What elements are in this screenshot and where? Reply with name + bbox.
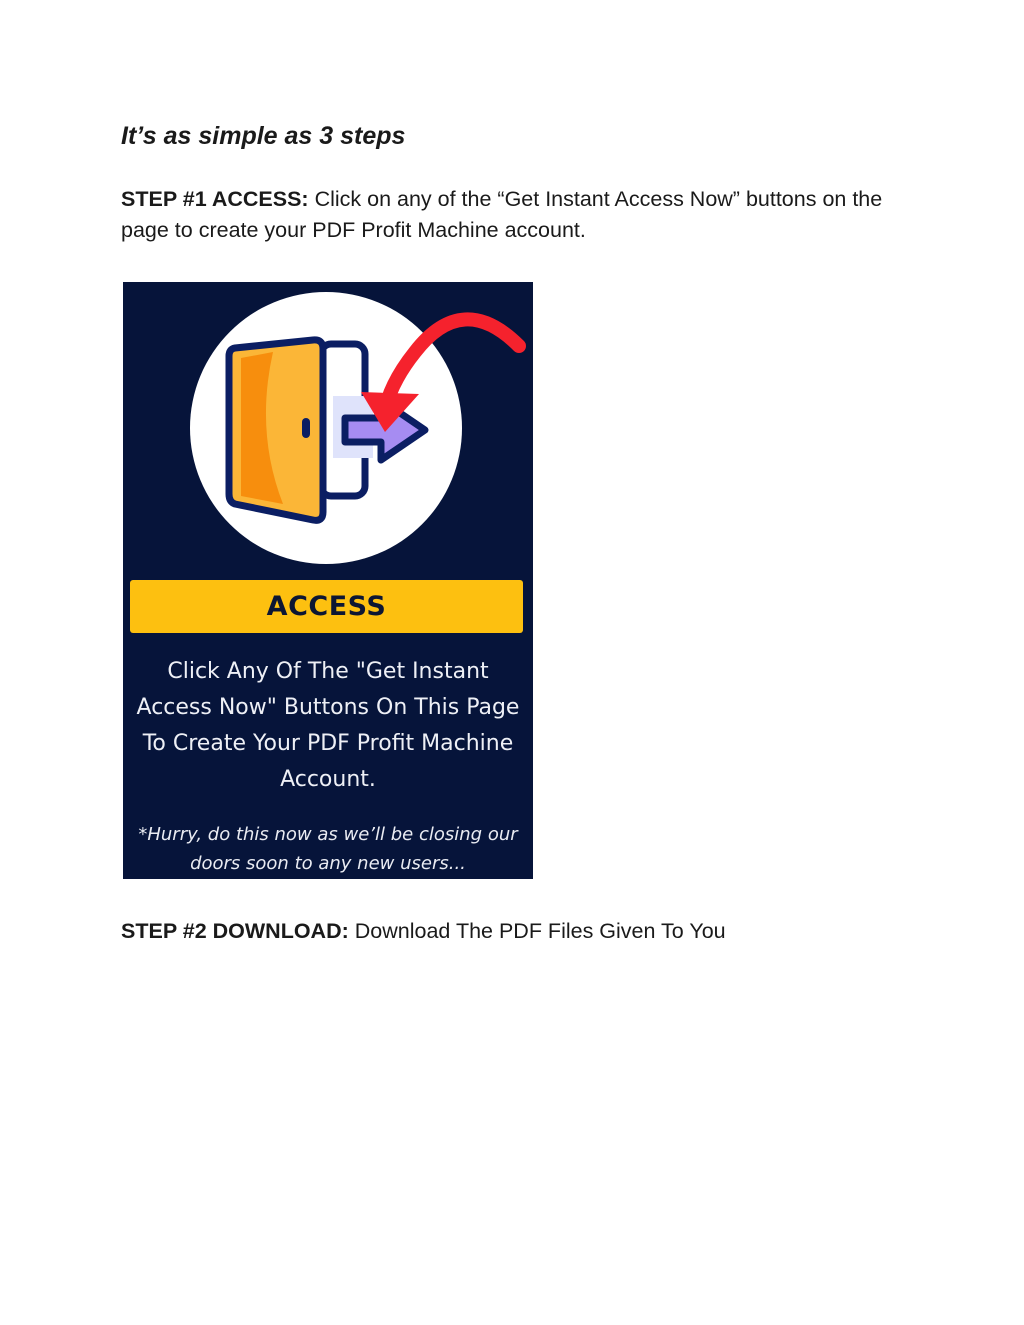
step-2-paragraph: [121, 916, 901, 947]
card-hurry-note: *Hurry, do this now as we’ll be closing our doors soon to any new users...: [138, 824, 518, 874]
step-2-label: STEP #2 DOWNLOAD:: [121, 919, 349, 943]
step-1-label: STEP #1 ACCESS:: [121, 187, 309, 211]
page-heading: It’s as simple as 3 steps: [121, 122, 406, 150]
card-description: Click Any Of The "Get Instant Access Now" Buttons On This Page To Create Your PDF Profit Machine Account.: [136, 659, 520, 792]
step-1-text: Click on any of the “Get Instant Access Now” buttons on the page to create your PDF Profit Machine account.: [121, 187, 883, 242]
step-1-paragraph: [121, 184, 901, 246]
step-2-text: Download The PDF Files Given To You: [348, 919, 726, 943]
access-banner: ACCESS: [130, 580, 523, 633]
access-step-card: [123, 282, 533, 879]
door-with-arrow-icon: [123, 282, 533, 572]
